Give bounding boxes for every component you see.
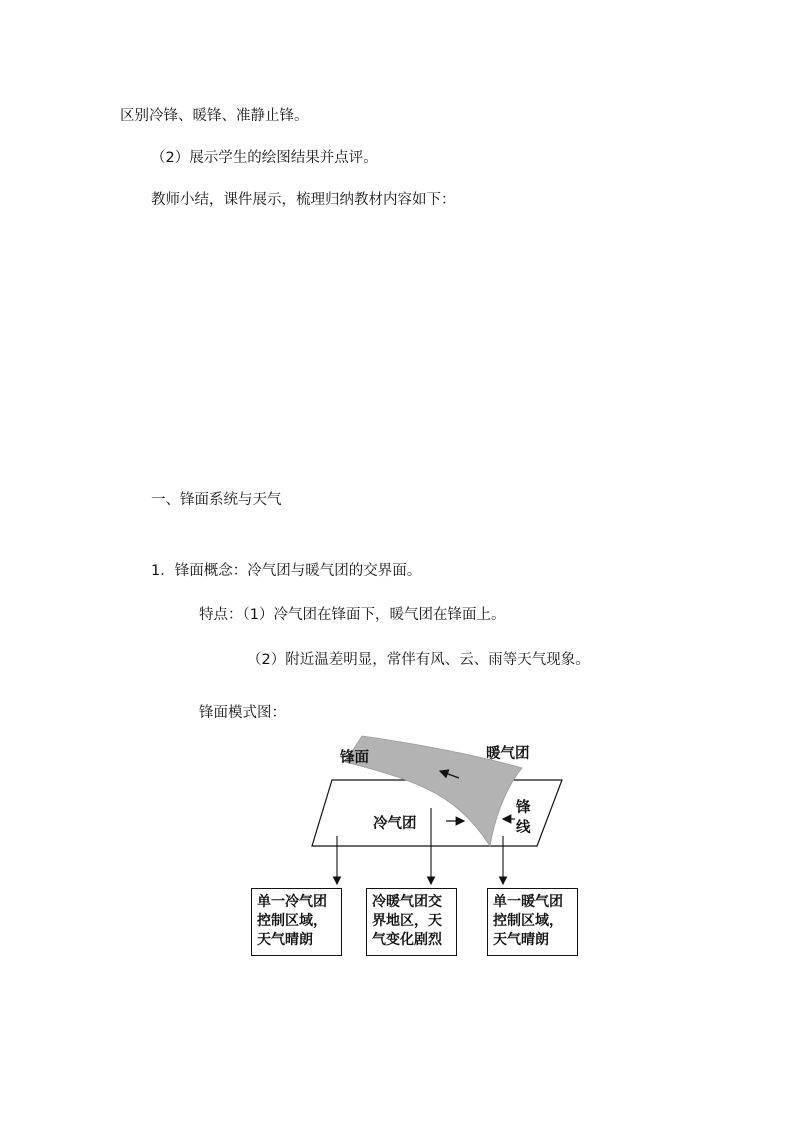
box-line: 控制区域， [493,913,563,929]
box-line: 控制区域， [257,913,327,929]
label-front-line-2: 线 [516,819,531,836]
text-line-3: 教师小结，课件展示，梳理归纳教材内容如下： [151,192,456,208]
diagram-caption: 锋面模式图： [199,705,286,721]
box-line: 天气晴朗 [493,932,549,948]
text-line-1: 区别冷锋、暖锋、准静止锋。 [120,108,309,124]
box-warm-air-mass-region [487,888,578,956]
text-line-2: （2）展示学生的绘图结果并点评。 [151,150,378,166]
box-line: 气变化剧烈 [372,932,442,948]
label-cold-air-mass: 冷气团 [373,815,417,832]
box-line: 单一暖气团 [493,894,563,910]
box-line: 界地区，天 [372,913,442,929]
box-line: 单一冷气团 [257,894,327,910]
box-line: 天气晴朗 [257,932,313,948]
feature-line-1: 特点：（1）冷气团在锋面下，暖气团在锋面上。 [199,607,506,623]
box-cold-air-mass-region [251,888,342,956]
section-heading: 一、锋面系统与天气 [151,492,282,508]
concept-line: 1．锋面概念：冷气团与暖气团的交界面。 [151,563,422,579]
label-front-line-1: 锋 [516,799,531,816]
label-front-surface: 锋面 [340,749,369,766]
box-frontal-zone [366,888,457,956]
box-line: 冷暖气团交 [372,894,442,910]
front-model-diagram [250,730,590,960]
label-warm-air-mass: 暖气团 [486,745,530,762]
feature-line-2: （2）附近温差明显，常伴有风、云、雨等天气现象。 [247,652,590,668]
